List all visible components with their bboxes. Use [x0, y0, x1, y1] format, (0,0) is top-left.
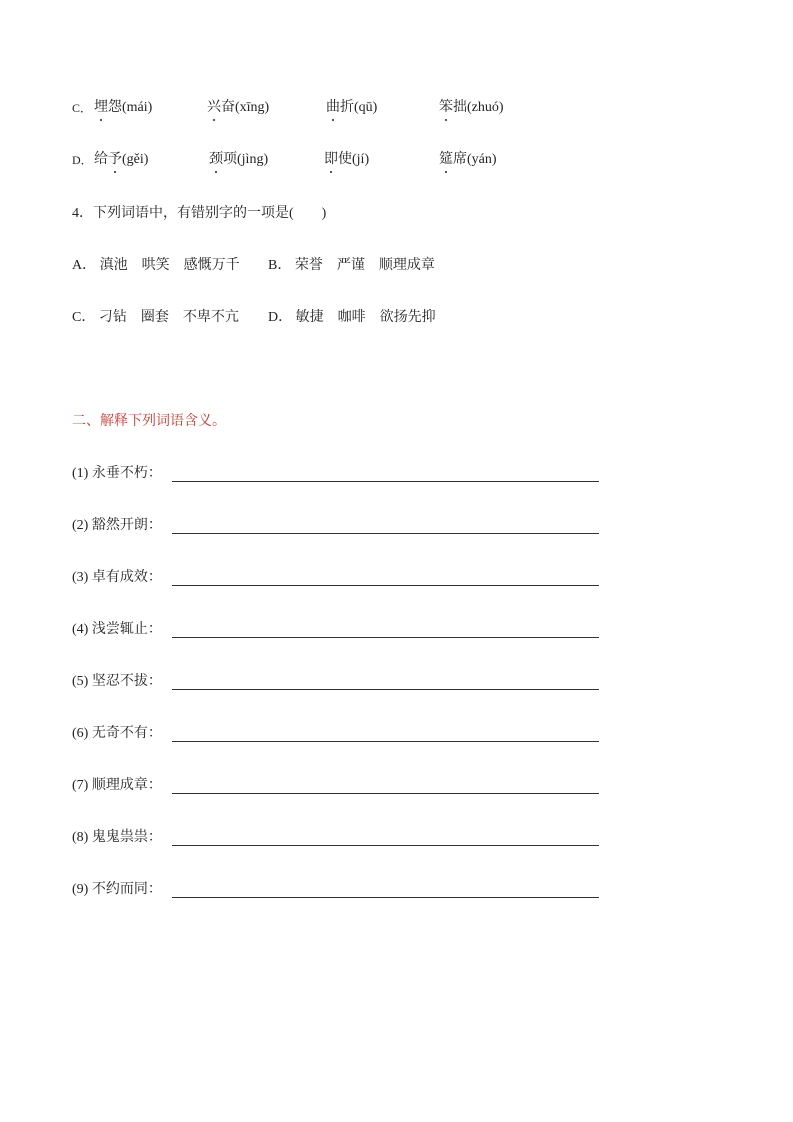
- dotted-char: 筵: [439, 150, 453, 170]
- q3-c-item-2: [207, 98, 269, 118]
- option-word: 敏捷: [295, 310, 324, 325]
- option-word: 欲扬先抑: [379, 310, 436, 325]
- option-word: 严谨: [336, 258, 365, 273]
- q4-option-c: [72, 308, 239, 328]
- answer-blank-line[interactable]: [172, 741, 599, 742]
- option-word: 刁钻: [98, 310, 127, 325]
- option-word: 不卑不亢: [182, 310, 239, 325]
- option-word: 哄笑: [141, 258, 170, 273]
- q3-c-item-1: [94, 98, 152, 118]
- answer-blank-line[interactable]: [172, 481, 599, 482]
- q3-d-item-3: [324, 150, 369, 170]
- definition-label: (8) 鬼鬼祟祟：: [72, 830, 162, 845]
- q3-option-c: [72, 98, 632, 120]
- answer-blank-line[interactable]: [172, 533, 599, 534]
- item-prefix: 给: [94, 152, 108, 167]
- q3-d-item-1: [94, 150, 148, 170]
- q3-c-item-4: [439, 98, 504, 118]
- definition-label: (1) 永垂不朽：: [72, 466, 162, 481]
- answer-blank-line[interactable]: [172, 793, 599, 794]
- q3-option-d-label: D．: [72, 153, 93, 167]
- section-2-title: 二、解释下列词语含义。: [72, 414, 226, 429]
- q4-stem: 4．下列词语中，有错别字的一项是( ): [72, 206, 327, 221]
- option-label: D．: [268, 310, 293, 325]
- q3-c-item-3: [326, 98, 377, 118]
- option-word: 荣誉: [294, 258, 323, 273]
- definition-label: (7) 顺理成章：: [72, 778, 162, 793]
- answer-blank-line[interactable]: [172, 897, 599, 898]
- item-text: 使(jí): [338, 152, 370, 167]
- item-text: 奋(xīng): [221, 100, 270, 115]
- dotted-char: 兴: [207, 98, 221, 118]
- definition-label: (3) 卓有成效：: [72, 570, 162, 585]
- item-text: 席(yán): [453, 152, 497, 167]
- definition-label: (6) 无奇不有：: [72, 726, 162, 741]
- item-text: 项(jìng): [223, 152, 269, 167]
- q4-option-a: [72, 256, 240, 276]
- definition-label: (2) 豁然开朗：: [72, 518, 162, 533]
- option-word: 咖啡: [337, 310, 366, 325]
- definition-label: (9) 不约而同：: [72, 882, 162, 897]
- option-word: 顺理成章: [378, 258, 435, 273]
- dotted-char: 予: [108, 150, 122, 170]
- dotted-char: 即: [324, 150, 338, 170]
- option-word: 圈套: [140, 310, 169, 325]
- answer-blank-line[interactable]: [172, 637, 599, 638]
- q4-option-b: [268, 256, 435, 276]
- option-label: A．: [72, 258, 97, 273]
- option-label: C．: [72, 310, 96, 325]
- definition-label: (5) 坚忍不拔：: [72, 674, 162, 689]
- dotted-char: 曲: [326, 98, 340, 118]
- answer-blank-line[interactable]: [172, 689, 599, 690]
- dotted-char: 埋: [94, 98, 108, 118]
- q3-d-item-2: [209, 150, 268, 170]
- option-word: 滇池: [99, 258, 128, 273]
- item-text: 折(qū): [340, 100, 378, 115]
- q4-options-row-2: [72, 308, 632, 330]
- q3-option-c-label: C．: [72, 101, 93, 115]
- q4-options-row-1: [72, 256, 632, 278]
- q3-option-d: [72, 150, 632, 172]
- dotted-char: 颈: [209, 150, 223, 170]
- answer-blank-line[interactable]: [172, 585, 599, 586]
- option-label: B．: [268, 258, 292, 273]
- item-text: (gěi): [122, 152, 149, 167]
- answer-blank-line[interactable]: [172, 845, 599, 846]
- definition-label: (4) 浅尝辄止：: [72, 622, 162, 637]
- item-text: 怨(mái): [108, 100, 153, 115]
- item-text: 拙(zhuó): [453, 100, 504, 115]
- option-word: 感慨万千: [183, 258, 240, 273]
- q4-option-d: [268, 308, 436, 328]
- dotted-char: 笨: [439, 98, 453, 118]
- q3-d-item-4: [439, 150, 497, 170]
